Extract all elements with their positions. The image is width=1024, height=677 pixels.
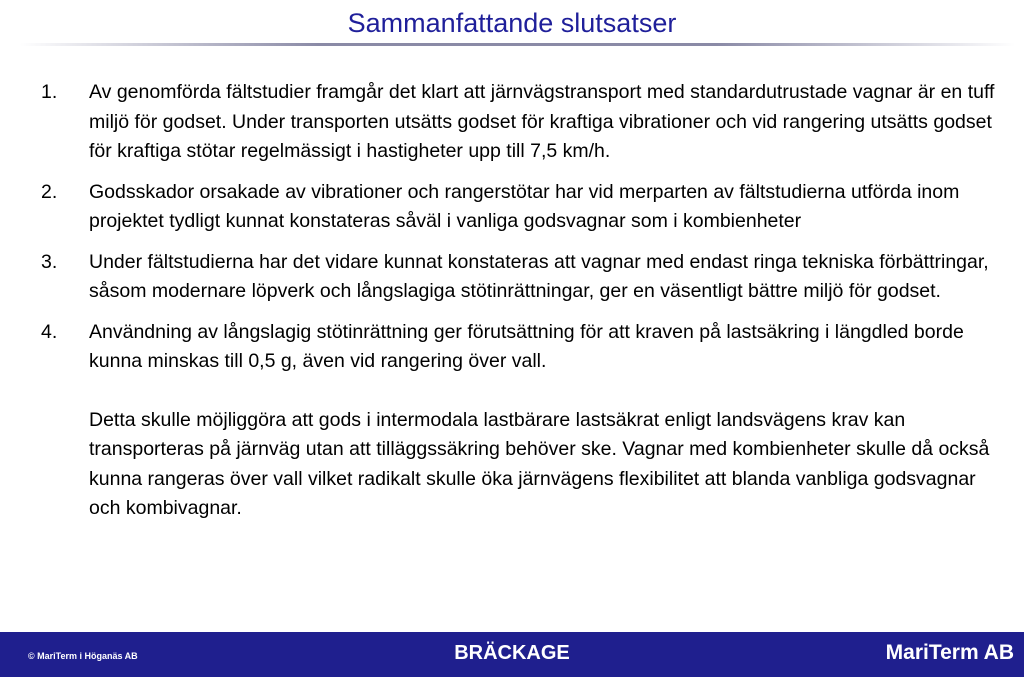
title-divider <box>20 43 1015 46</box>
list-item <box>40 78 1000 167</box>
copyright-text: © MariTerm i Höganäs AB <box>28 651 138 661</box>
item-paragraph: Detta skulle möjliggöra att gods i intermodala lastbärare lastsäkrat enligt landsvägens krav kan transporteras på järnväg utan att tilläggssäkring behöver ske. Vagnar med kombienheter skulle då också kunna rangeras över vall vilket radikalt skulle öka järnvägens flexibilitet att blanda vanbliga godsvagnar och kombivagnar. <box>89 408 990 519</box>
item-text <box>89 248 1000 307</box>
item-paragraph: Av genomförda fältstudier framgår det klart att järnvägstransport med standardutrustade vagnar är en tuff miljö för godset. Under transporten utsätts godset för kraftiga vibrationer och vid rangering utsätts godset för kraftiga stötar regelmässigt i hastigheter upp till 7,5 km/h. <box>89 81 995 162</box>
item-text <box>89 78 1000 167</box>
conclusions-list <box>40 78 1000 535</box>
item-paragraph: Godsskador orsakade av vibrationer och rangerstötar har vid merparten av fältstudierna utförda inom projektet tydligt kunnat konstateras såväl i vanliga godsvagnar som i kombienheter <box>89 180 960 232</box>
list-item <box>40 178 1000 237</box>
item-number: 4. <box>41 320 58 343</box>
item-number: 1. <box>41 81 58 103</box>
item-number: 3. <box>41 250 58 273</box>
item-paragraph: Användning av långslagig stötinrättning ger förutsättning för att kraven på lastsäkring i längdled borde kunna minskas till 0,5 g, även vid rangering över vall. <box>89 320 964 372</box>
footer-title: BRÄCKAGE <box>454 642 570 664</box>
brand-logo-text: MariTerm AB <box>885 641 1014 664</box>
page-title: Sammanfattande slutsatser <box>347 8 677 38</box>
item-paragraph: Under fältstudierna har det vidare kunnat konstateras att vagnar med endast ringa tekniska förbättringar, såsom modernare löpverk och långslagiga stötinrättningar, ger en väsentligt bättre miljö för godset. <box>89 250 989 302</box>
item-text <box>89 318 1000 524</box>
item-text <box>89 178 1000 237</box>
item-number: 2. <box>41 180 58 203</box>
list-item <box>40 318 1000 524</box>
list-item <box>40 248 1000 307</box>
footer-bar <box>0 632 1024 677</box>
